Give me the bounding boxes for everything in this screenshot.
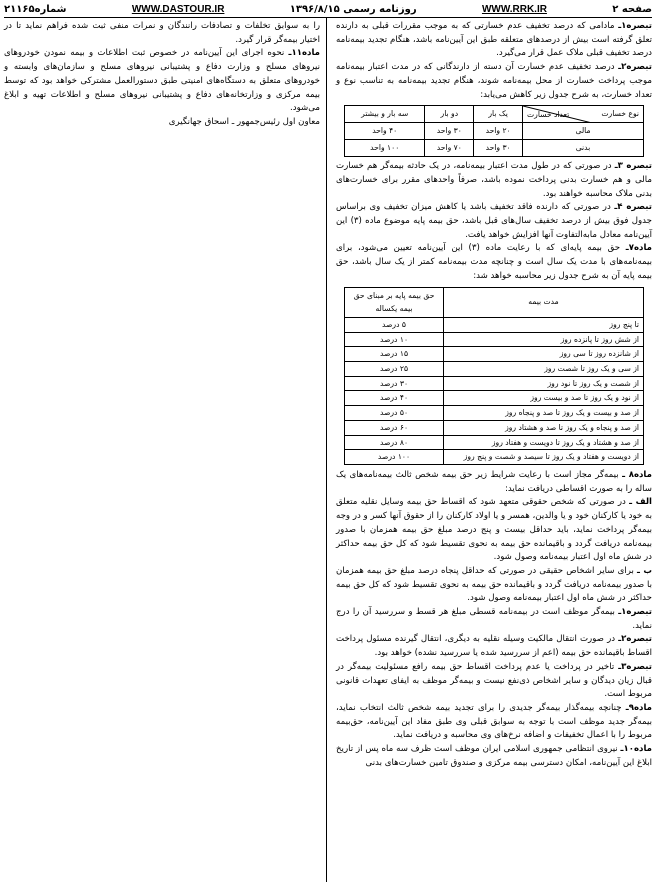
table-row: از شانزده روز تا سی روز ۱۵ درصد	[345, 347, 644, 362]
table-row: تا پنج روز ۵ درصد	[345, 317, 644, 332]
column-divider	[326, 18, 327, 882]
note-2: تبصره۲ـ درصد تخفیف عدم خسارت آن دسته از دارندگانی که در مدت اعتبار بیمه‌نامه موجب پرداخت خسارت از محل بیمه‌نامه شوند، هنگام تجدید بیمه‌نامه به تناسب نوع و تعداد خسارت، به شرح جدول زیر کاهش می‌یابد:	[336, 62, 652, 100]
table-row: از نود و یک روز تا صد و بیست روز ۴۰ درصد	[345, 391, 644, 406]
table-row: مالی ۲۰ واحد ۳۰ واحد ۴۰ واحد	[345, 123, 644, 140]
left-column	[4, 20, 320, 130]
right-column	[336, 20, 652, 770]
table-row: از شصت و یک روز تا نود روز ۳۰ درصد	[345, 376, 644, 391]
table-row: بدنی ۳۰ واحد ۷۰ واحد ۱۰۰ واحد	[345, 140, 644, 157]
site-link-rrk[interactable]: WWW.RRK.IR	[481, 3, 547, 15]
clause-b: ب ـ برای سایر اشخاص حقیقی در صورتی که حداقل پنجاه درصد مبلغ حق بیمه همزمان با صدور بیمه‌نامه دریافت گردد و باقیمانده حق بیمه به نحوی تقسیط شود که کل حق بیمه حداکثر در شش ماه اول اعتبار بیمه‌نامه وصول شود.	[336, 565, 652, 604]
damage-reduction-table	[344, 105, 644, 157]
article-11: ماده۱۱ـ نحوه اجرای این آیین‌نامه در خصوص ثبت اطلاعات و بیمه نمودن خودروهای نیروهای مسلح و وزارت دفاع و پشتیبانی نیروهای مسلح و سازمان‌های وابسته و خودروهای متعلق به دستگاه‌های امنیتی طبق دستورالعمل مشترکی خواهد بود که توسط بیمه مرکزی و وزارتخانه‌های دفاع و پشتیبانی نیروهای مسلح و اطلاعات تهیه و ابلاغ می‌شود.	[4, 48, 320, 114]
note-4: تبصره ۴ـ در صورتی که دارنده فاقد تخفیف باشد یا کاهش میزان تخفیف وی براساس جدول فوق بیش از درصد تخفیف سال‌های قبل باشد، حق بیمه پایه موضوع ماده (۳) این آیین‌نامه معادل مابه‌التفاوت آنها افزایش خواهد یافت.	[336, 202, 652, 240]
corner-top-label: تعداد خسارت	[527, 110, 570, 120]
col-header: دو بار	[425, 106, 474, 123]
col-header: سه بار و بیشتر	[345, 106, 425, 123]
table-corner-cell	[523, 106, 644, 123]
duration-premium-table	[344, 287, 644, 465]
table-row: از دویست و هفتاد و یک روز تا سیصد و شصت و پنج روز ۱۰۰ درصد	[345, 450, 644, 465]
site-link-dastour[interactable]: WWW.DASTOUR.IR	[131, 3, 225, 15]
header-rule	[4, 17, 652, 18]
table-row: از صد و هشتاد و یک روز تا دویست و هفتاد روز ۸۰ درصد	[345, 435, 644, 450]
signature: معاون اول رئیس‌جمهور ـ اسحاق جهانگیری	[168, 116, 320, 127]
page-number: صفحه ۲	[612, 3, 652, 15]
table-row: از شش روز تا پانزده روز ۱۰ درصد	[345, 332, 644, 347]
table-row: از صد و پنجاه و یک روز تا صد و هشتاد روز ۶۰ درصد	[345, 420, 644, 435]
clause-a: الف ـ در صورتی که شخص حقوقی متعهد شود که اقساط حق بیمه وسایل نقلیه متعلق به خود یا کارکنان خود و یا والدین، همسر و یا اولاد کارکنان را از حقوق آنها کسر و در وجه بیمه‌گر پرداخت نماید، باید حداقل بیست و پنج درصد مبلغ حق بیمه همزمان با صدور بیمه‌نامه دریافت گردد و باقیمانده حق بیمه به نحوی تقسیط شود که کل حق بیمه حداکثر در شش ماه اول اعتبار بیمه‌نامه وصول شود.	[336, 497, 653, 563]
issue-number: شماره۲۱۱۶۵	[4, 3, 67, 15]
gazette-date: روزنامه رسمی ۱۳۹۶/۸/۱۵	[289, 3, 417, 15]
note-8-1: تبصره۱ـ بیمه‌گر موظف است در بیمه‌نامه قسطی مبلغ هر قسط و سررسید آن را درج نماید.	[336, 607, 652, 631]
article-7: ماده۷ـ حق بیمه پایه‌ای که با رعایت ماده (۳) این آیین‌نامه تعیین می‌شود، برای بیمه‌نامه‌های با مدت یک سال است و چنانچه مدت بیمه‌نامه کمتر از یک سال باشد، حق بیمه پایه آن به شرح جدول زیر محاسبه خواهد شد:	[336, 243, 652, 281]
note-8-2: تبصره۲ـ در صورت انتقال مالکیت وسیله نقلیه به دیگری، انتقال گیرنده مسئول پرداخت اقساط باقیمانده حق بیمه (اعم از سررسید شده یا سررسید نشده) خواهد بود.	[336, 634, 652, 659]
note-8-3: تبصره۳ـ تاخیر در پرداخت یا عدم پرداخت اقساط حق بیمه رافع مسئولیت بیمه‌گر در قبال زیان دیدگان و سایر اشخاص ذی‌نفع نیست و بیمه‌گر موظف به ایفای تعهدات قانونی مربوط است.	[336, 661, 652, 700]
col-header: حق بیمه پایه بر مبنای حق بیمه یکساله	[345, 287, 444, 317]
col-header: یک بار	[474, 106, 523, 123]
article-8: ماده۸ ـ بیمه‌گر مجاز است با رعایت شرایط زیر حق بیمه شخص ثالث بیمه‌نامه‌های یک ساله را به صورت اقساطی دریافت نماید:	[336, 469, 652, 494]
article-10-continued: را به سوابق تخلفات و تصادفات رانندگان و نمرات منفی ثبت شده فراهم نماید تا در اختیار بیمه‌گر قرار گیرد.	[4, 21, 320, 45]
note-1: تبصره۱ـ مادامی که درصد تخفیف عدم خسارتی که به موجب مقررات قبلی به دارنده تعلق گرفته است بیش از درصدهای متعلقه طبق این آیین‌نامه باشد، هنگام تجدید بیمه‌نامه درصد تخفیف قبلی ملاک عمل قرار می‌گیرد.	[336, 21, 652, 59]
page-header	[4, 2, 652, 16]
corner-bottom-label: نوع خسارت	[601, 108, 639, 118]
col-header: مدت بیمه	[444, 287, 644, 317]
table-row: از صد و بیست و یک روز تا صد و پنجاه روز ۵۰ درصد	[345, 406, 644, 421]
article-10: ماده۱۰ـ نیروی انتظامی جمهوری اسلامی ایران موظف است ظرف سه ماه پس از تاریخ ابلاغ این آیین‌نامه، امکان دسترسی بیمه مرکزی و صندوق تامین خسارت‌های بدنی	[336, 744, 652, 768]
article-9: ماده۹ـ چنانچه بیمه‌گذار بیمه‌گر جدیدی را برای تجدید بیمه شخص ثالث انتخاب نماید، بیمه‌گر جدید موظف است با توجه به سوابق قبلی وی طبق مفاد این آیین‌نامه، حق‌بیمه مربوط را با اعمال تخفیفات و اضافه نرخ‌های وی محاسبه و دریافت نماید.	[336, 702, 652, 741]
note-3: تبصره ۳ـ در صورتی که در طول مدت اعتبار بیمه‌نامه، در یک حادثه بیمه‌گر هم خسارت مالی و هم خسارت بدنی پرداخت نموده باشد، صرفاً واحدهای مقرر برای خسارت‌های بدنی ملاک محاسبه خواهند بود.	[336, 161, 652, 199]
table-row: از سی و یک روز تا شصت روز ۲۵ درصد	[345, 362, 644, 377]
